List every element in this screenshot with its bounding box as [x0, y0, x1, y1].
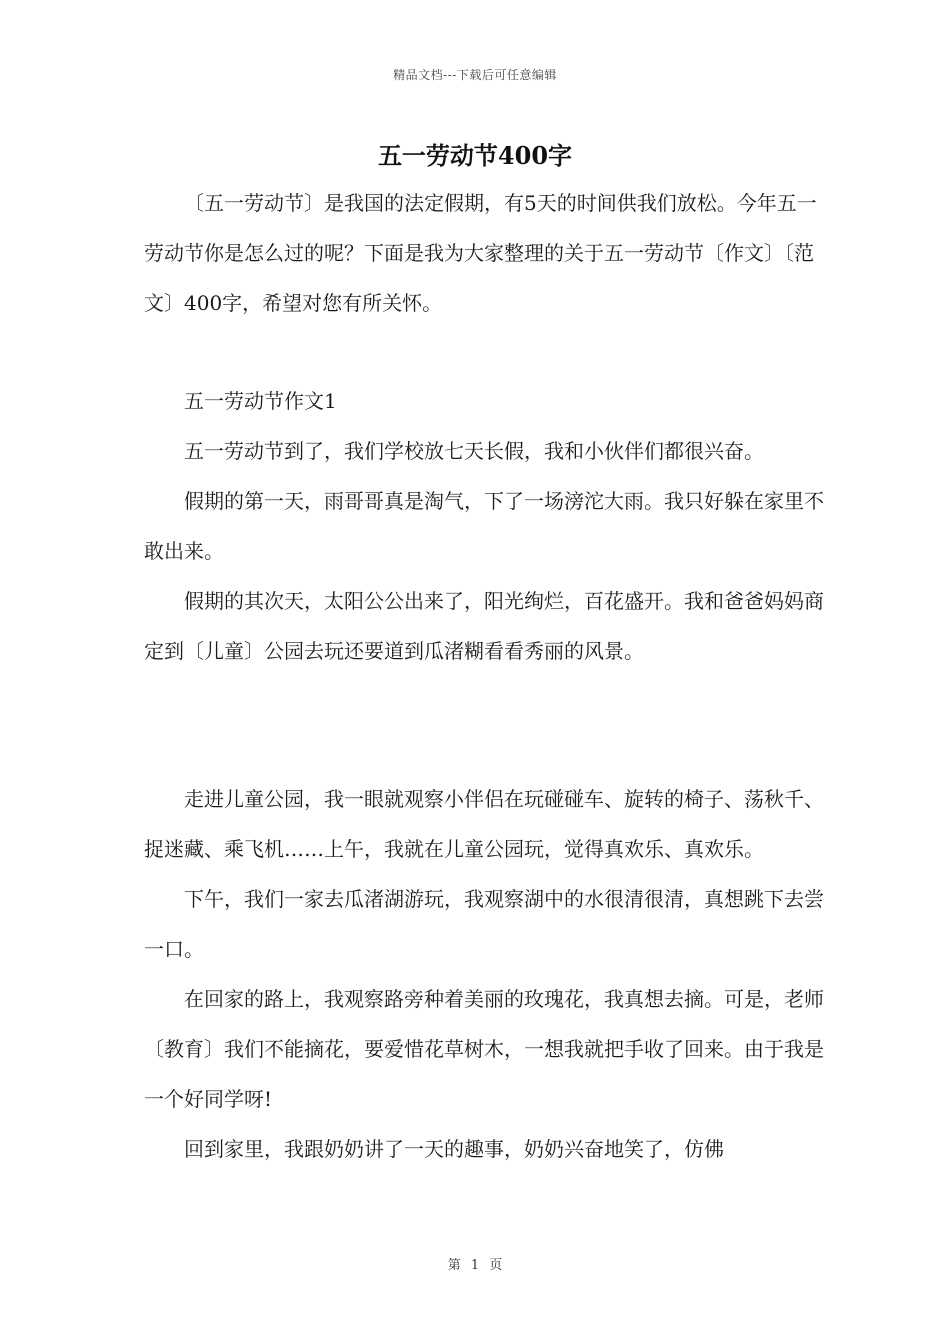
essay-paragraph: 走进儿童公园，我一眼就观察小伴侣在玩碰碰车、旋转的椅子、荡秋千、捉迷藏、乘飞机……上午，我就在儿童公园玩，觉得真欢乐、真欢乐。 [144, 787, 824, 861]
page-number-footer [0, 1254, 950, 1273]
page-number: 1 [470, 1258, 480, 1273]
essay-paragraph: 五一劳动节到了，我们学校放七天长假，我和小伙伴们都很兴奋。 [184, 439, 764, 463]
page-prefix: 第 [447, 1258, 461, 1273]
essay-paragraph: 假期的第一天，雨哥哥真是淘气，下了一场滂沱大雨。我只好躲在家里不敢出来。 [144, 489, 824, 563]
essay-paragraph: 回到家里，我跟奶奶讲了一天的趣事，奶奶兴奋地笑了，仿佛 [184, 1137, 724, 1161]
essay-block-continued [144, 774, 824, 1174]
document-title: 五一劳动节400字 [377, 141, 573, 170]
essay-block [144, 376, 824, 676]
intro-paragraph: 〔五一劳动节〕是我国的法定假期，有5天的时间供我们放松。今年五一劳动节你是怎么过的呢？下面是我为大家整理的关于五一劳动节〔作文〕〔范文〕400字，希望对您有所关怀。 [144, 191, 817, 315]
section-heading: 五一劳动节作文1 [184, 389, 337, 413]
header-note: 精品文档---下载后可任意编辑 [393, 68, 557, 82]
page-suffix: 页 [489, 1258, 503, 1273]
essay-paragraph: 在回家的路上，我观察路旁种着美丽的玫瑰花，我真想去摘。可是，老师〔教育〕我们不能摘花，要爱惜花草树木，一想我就把手收了回来。由于我是一个好同学呀! [144, 987, 824, 1111]
essay-paragraph: 假期的其次天，太阳公公出来了，阳光绚烂，百花盛开。我和爸爸妈妈商定到〔儿童〕公园去玩还要道到瓜渚糊看看秀丽的风景。 [144, 589, 824, 663]
intro-block [144, 178, 824, 328]
essay-paragraph: 下午，我们一家去瓜渚湖游玩，我观察湖中的水很清很清，真想跳下去尝一口。 [144, 887, 824, 961]
